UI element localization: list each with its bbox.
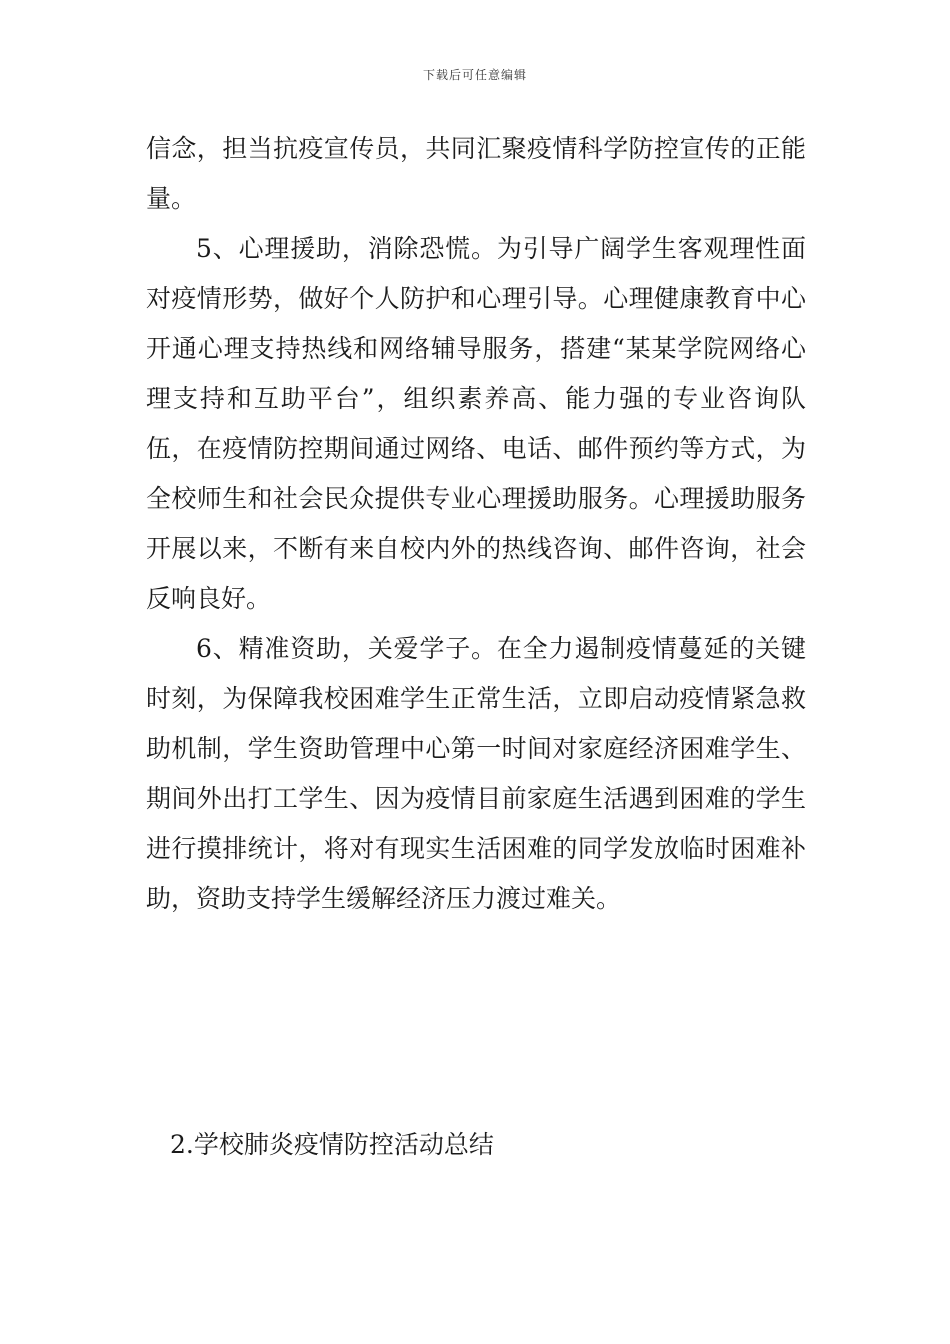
page-header-note: 下载后可任意编辑 (422, 68, 527, 82)
document-body (146, 124, 806, 924)
paragraph-continuation: 信念，担当抗疫宣传员，共同汇聚疫情科学防控宣传的正能量。 (146, 134, 806, 213)
section-title: 2.学校肺炎疫情防控活动总结 (170, 1130, 494, 1159)
paragraph-financial-aid: 6、精准资助，关爱学子。在全力遏制疫情蔓延的关键时刻，为保障我校困难学生正常生活，立即启动疫情紧急救助机制，学生资助管理中心第一时间对家庭经济困难学生、期间外出打工学生、因为疫情目前家庭生活遇到困难的学生进行摸排统计，将对有现实生活困难的同学发放临时困难补助，资助支持学生缓解经济压力渡过难关。 (146, 634, 806, 913)
paragraph-psychological-aid: 5、心理援助，消除恐慌。为引导广阔学生客观理性面对疫情形势，做好个人防护和心理引导。心理健康教育中心开通心理支持热线和网络辅导服务，搭建“某某学院网络心理支持和互助平台”，组织素养高、能力强的专业咨询队伍，在疫情防控期间通过网络、电话、邮件预约等方式，为全校师生和社会民众提供专业心理援助服务。心理援助服务开展以来，不断有来自校内外的热线咨询、邮件咨询，社会反响良好。 (146, 234, 806, 613)
